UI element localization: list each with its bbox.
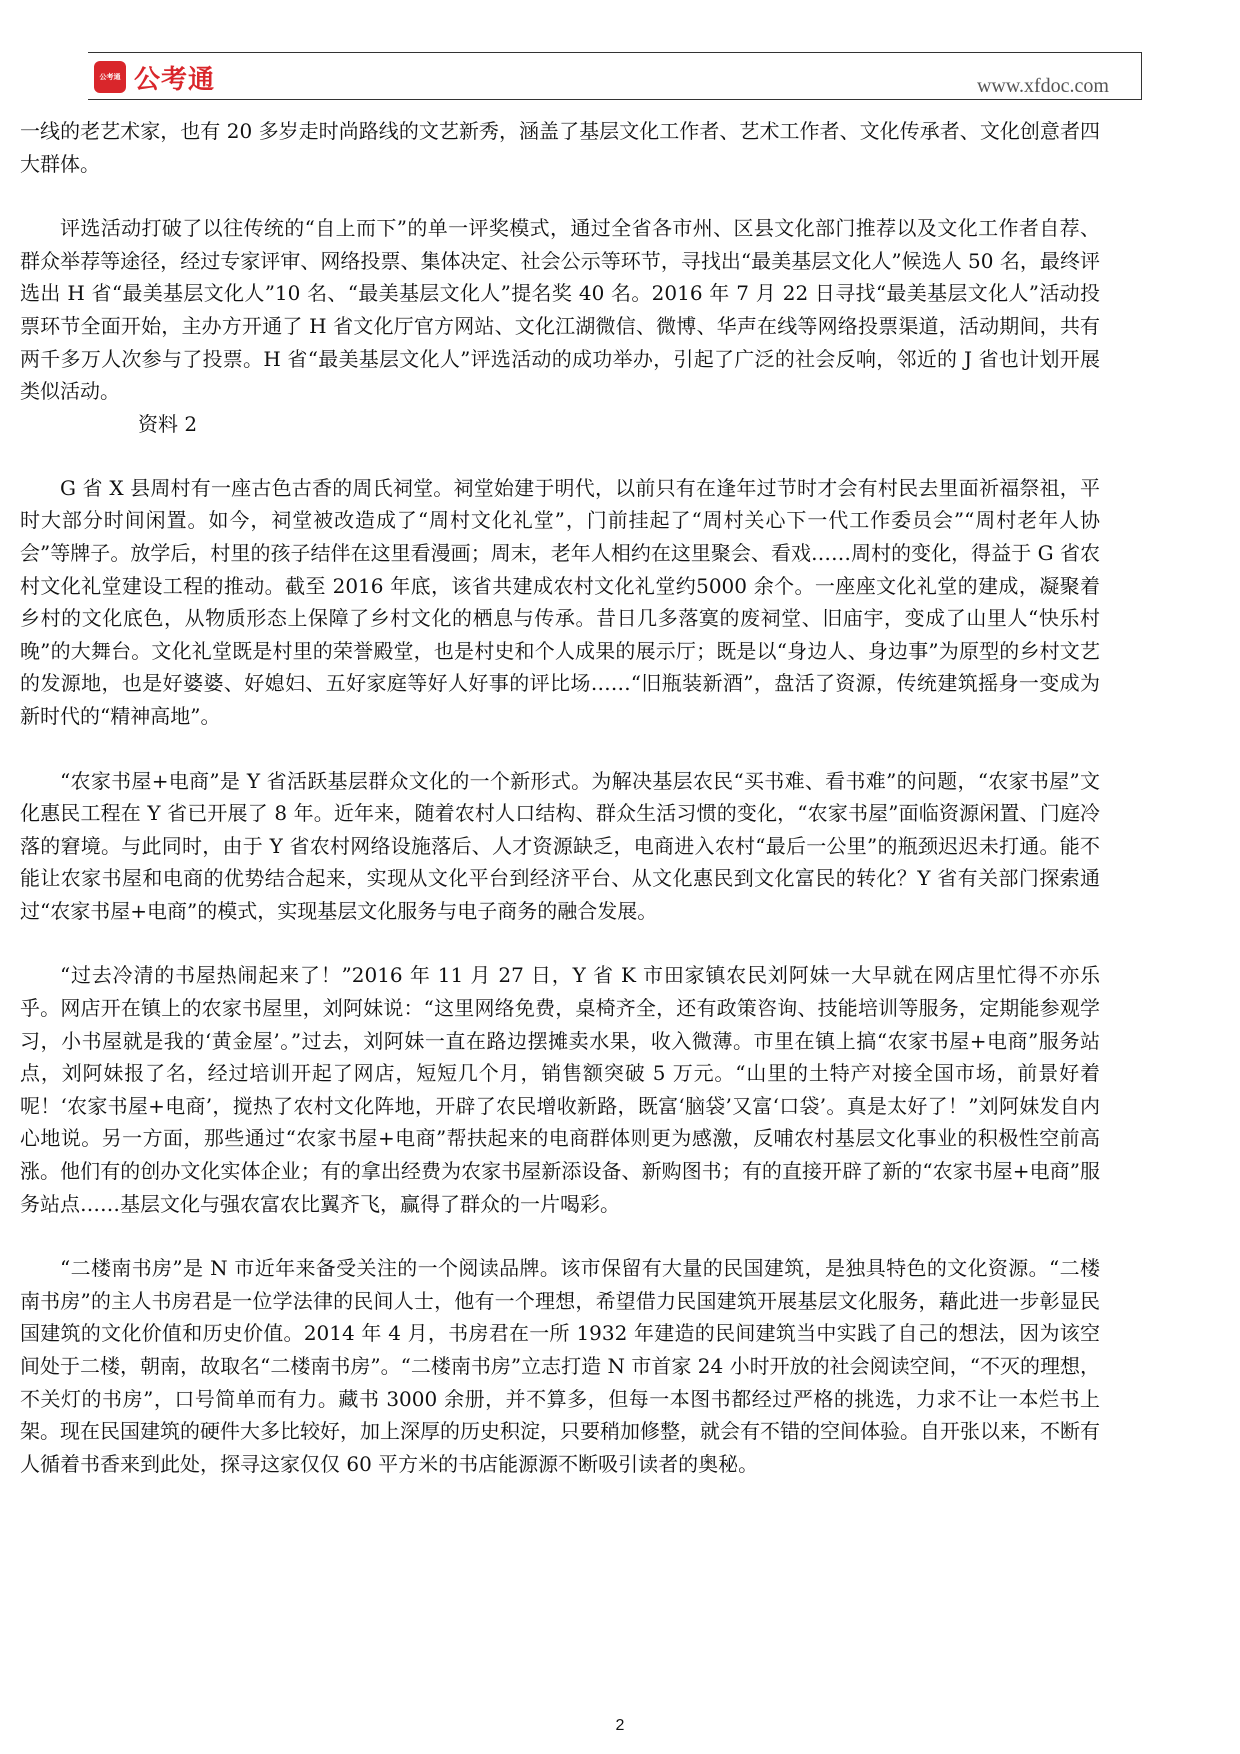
paragraph-continuation: 一线的老艺术家，也有 20 多岁走时尚路线的文艺新秀，涵盖了基层文化工作者、艺术工作者、文化传承者、文化创意者四大群体。: [20, 119, 1100, 176]
site-url[interactable]: www.xfdoc.com: [976, 75, 1109, 97]
logo-badge-icon: 公考通: [94, 61, 126, 93]
paragraph: “过去冷清的书屋热闹起来了！”2016 年 11 月 27 日，Y 省 K 市田家镇农民刘阿妹一大早就在网店里忙得不亦乐乎。网店开在镇上的农家书屋里，刘阿妹说：“这里网络免费，桌椅齐全，还有政策咨询、技能培训等服务，定期能参观学习，小书屋就是我的‘黄金屋’。”过去，刘阿妹一直在路边摆摊卖水果，收入微薄。市里在镇上搞“农家书屋+电商”服务站点，刘阿妹报了名，经过培训开起了网店，短短几个月，销售额突破 5 万元。“山里的土特产对接全国市场，前景好着呢！‘农家书屋+电商’，搅热了农村文化阵地，开辟了农民增收新路，既富‘脑袋’又富‘口袋’。真是太好了！”刘阿妹发自内心地说。另一方面，那些通过“农家书屋+电商”帮扶起来的电商群体则更为感激，反哺农村基层文化事业的积极性空前高涨。他们有的创办文化实体企业；有的拿出经费为农家书屋新添设备、新购图书；有的直接开辟了新的“农家书屋+电商”服务站点……基层文化与强农富农比翼齐飞，赢得了群众的一片喝彩。: [20, 963, 1100, 1216]
paragraph: 评选活动打破了以往传统的“自上而下”的单一评奖模式，通过全省各市州、区县文化部门推荐以及文化工作者自荐、群众举荐等途径，经过专家评审、网络投票、集体决定、社会公示等环节，寻找出“最美基层文化人”候选人 50 名，最终评选出 H 省“最美基层文化人”10 名、“最美基层文化人”提名奖 40 名。2016 年 7 月 22 日寻找“最美基层文化人”活动投票环节全面开始，主办方开通了 H 省文化厅官方网站、文化江湖微信、微博、华声在线等网络投票渠道，活动期间，共有两千多万人次参与了投票。H 省“最美基层文化人”评选活动的成功举办，引起了广泛的社会反响，邻近的 J 省也计划开展类似活动。: [20, 216, 1100, 404]
page-number: 2: [615, 1717, 625, 1734]
paragraph: “农家书屋+电商”是 Y 省活跃基层群众文化的一个新形式。为解决基层农民“买书难、看书难”的问题，“农家书屋”文化惠民工程在 Y 省已开展了 8 年。近年来，随着农村人口结构、群众生活习惯的变化，“农家书屋”面临资源闲置、门庭冷落的窘境。与此同时，由于 Y 省农村网络设施落后、人才资源缺乏，电商进入农村“最后一公里”的瓶颈迟迟未打通。能不能让农家书屋和电商的优势结合起来，实现从文化平台到经济平台、从文化惠民到文化富民的转化？Y 省有关部门探索通过“农家书屋+电商”的模式，实现基层文化服务与电子商务的融合发展。: [20, 768, 1100, 923]
document-body: [20, 115, 1100, 1480]
paragraph: “二楼南书房”是 N 市近年来备受关注的一个阅读品牌。该市保留有大量的民国建筑，是独具特色的文化资源。“二楼南书房”的主人书房君是一位学法律的民间人士，他有一个理想，希望借力民国建筑开展基层文化服务，藉此进一步彰显民国建筑的文化价值和历史价值。2014 年 4 月，书房君在一所 1932 年建造的民间建筑当中实践了自己的想法，因为该空间处于二楼，朝南，故取名“二楼南书房”。“二楼南书房”立志打造 N 市首家 24 小时开放的社会阅读空间，“不灭的理想，不关灯的书房”，口号简单而有力。藏书 3000 余册，并不算多，但每一本图书都经过严格的挑选，力求不让一本烂书上架。现在民国建筑的硬件大多比较好，加上深厚的历史积淀，只要稍加修整，就会有不错的空间体验。自开张以来，不断有人循着书香来到此处，探寻这家仅仅 60 平方米的书店能源源不断吸引读者的奥秘。: [20, 1256, 1100, 1476]
paragraph: G 省 X 县周村有一座古色古香的周氏祠堂。祠堂始建于明代，以前只有在逢年过节时才会有村民去里面祈福祭祖，平时大部分时间闲置。如今，祠堂被改造成了“周村文化礼堂”，门前挂起了“周村关心下一代工作委员会”“周村老年人协会”等牌子。放学后，村里的孩子结伴在这里看漫画；周末，老年人相约在这里聚会、看戏……周村的变化，得益于 G 省农村文化礼堂建设工程的推动。截至 2016 年底，该省共建成农村文化礼堂约5000 余个。一座座文化礼堂的建成，凝聚着乡村的文化底色，从物质形态上保障了乡村文化的栖息与传承。昔日几多落寞的废祠堂、旧庙宇，变成了山里人“快乐村晚”的大舞台。文化礼堂既是村里的荣誉殿堂，也是村史和个人成果的展示厅；既是以“身边人、身边事”为原型的乡村文艺的发源地，也是好婆婆、好媳妇、五好家庭等好人好事的评比场……“旧瓶装新酒”，盘活了资源，传统建筑摇身一变成为新时代的“精神高地”。: [20, 475, 1100, 728]
brand-logo[interactable]: [94, 60, 215, 94]
logo-text: 公考通: [134, 64, 216, 95]
section-heading: 资料 2: [138, 411, 198, 436]
page-header: [88, 52, 1142, 100]
